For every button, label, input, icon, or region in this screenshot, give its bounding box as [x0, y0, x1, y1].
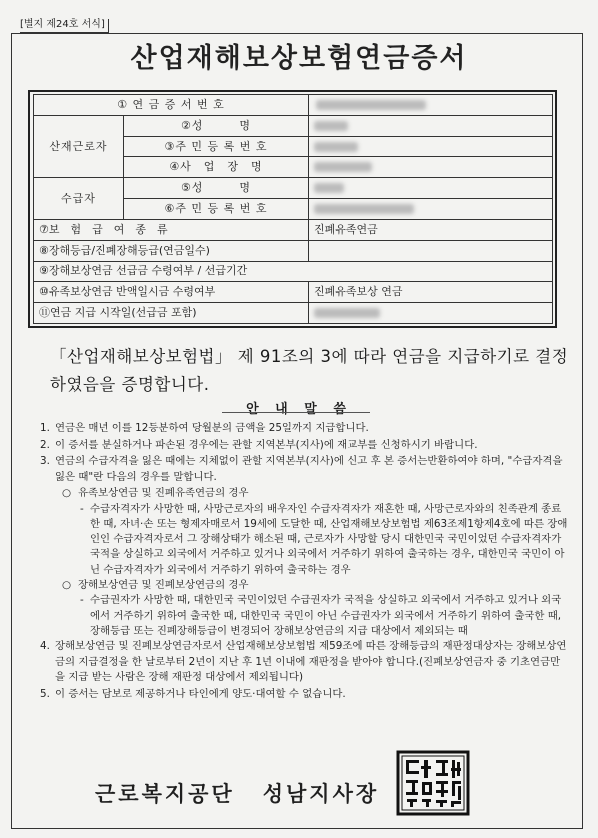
- guide-title-underline: [222, 412, 370, 413]
- table-row: [34, 219, 553, 240]
- form-number-tag: [별지 제24호 서식]: [20, 19, 109, 33]
- pension-number-label: ① 연 금 증 서 번 호: [34, 95, 309, 116]
- info-table: [33, 94, 553, 324]
- guide-title: 안 내 말 씀: [246, 402, 352, 417]
- start-date-label: ⑪연금 지급 시작일(선급금 포함): [34, 303, 309, 324]
- benefit-type-value: 진폐유족연금: [309, 219, 553, 240]
- note-5: 5. 이 증서는 담보로 제공하거나 타인에게 양도·대여할 수 없습니다.: [40, 687, 346, 700]
- worker-name-value: [309, 115, 553, 136]
- note-3: 3. 연금의 수급자격을 잃은 때에는 지체없이 관할 지역본부(지사)에 신고 후 본 증서는반환하여야 하며, "수급자격을 잃은 때"란 다음의 경우를 말합니다.: [40, 455, 563, 483]
- note-1: 1. 연금은 매년 이를 12등분하여 당월분의 금액을 25일까지 지급합니다.: [40, 422, 369, 434]
- worker-rrn-label: ③주 민 등 록 번 호: [124, 136, 309, 157]
- recipient-name-label: ⑤성 명: [124, 178, 309, 199]
- note-2: 2. 이 증서를 분실하거나 파손된 경우에는 관할 지역본부(지사)에 재교부를 신청하시기 바랍니다.: [40, 438, 478, 451]
- certification-statement: 「산업재해보상보험법」 제 91조의 3에 따라 연금을 지급하기로 결정하였음을 증명합니다.: [50, 347, 569, 394]
- guide-notes: [40, 421, 570, 703]
- benefit-type-label: ⑦보 험 급 여 종 류: [34, 219, 309, 240]
- table-row: [34, 303, 553, 324]
- disability-grade-value: [309, 240, 553, 261]
- table-row: [34, 282, 553, 303]
- certificate-title: 산업재해보상보험연금증서: [130, 43, 468, 74]
- note-3-sub-survivor-detail: - 수급자격자가 사망한 때, 사망근로자의 배우자인 수급자격자가 재혼한 때, 사망근로자와의 친족관계 종료한 때, 자녀·손 또는 형제자매로서 19세에 도달한 때, 산업재해보상보험법 제63조제1항제4호에 따른 장애인인 수급자격자로서 그 장해상태가 해소된 때, 근로자가 사망할 당시 대한민국 국민이었던 수급자격자가 국적을 상실하고 외국에서 거주하고 있거나 외국에서 거주하기 위하여 출국하는 경우, 대한민국 국민이 아닌 수급자격자가 외국에서 거주하기 위하여 출국하는 경우: [80, 502, 568, 576]
- recipient-group-label: 수급자: [34, 178, 124, 220]
- table-row: [34, 95, 553, 116]
- issuer: [95, 778, 379, 808]
- issuer-branch: 성남지사장: [262, 782, 380, 806]
- pension-number-value: [309, 95, 553, 116]
- table-row: [34, 178, 553, 199]
- worker-group-label: 산재근로자: [34, 115, 124, 177]
- official-seal: [396, 750, 470, 816]
- recipient-name-value: [309, 178, 553, 199]
- survivor-lump-sum-value: 진폐유족보상 연금: [309, 282, 553, 303]
- recipient-rrn-value: [309, 199, 553, 220]
- start-date-value: [309, 303, 553, 324]
- table-row: [34, 240, 553, 261]
- survivor-lump-sum-label: ⑩유족보상연금 반액일시금 수령여부: [34, 282, 309, 303]
- disability-grade-label: ⑧장해등급/진폐장해등급(연금일수): [34, 240, 309, 261]
- worker-name-label: ②성 명: [124, 115, 309, 136]
- note-4: 4. 장해보상연금 및 진폐보상연금자로서 산업재해보상보험법 제59조에 따른 장해등급의 재판정대상자는 장해보상연금의 지급결정을 한 날로부터 2년이 지난 후 1년 이내에 재판정을 받아야 합니다.(진폐보상연금자 중 기초연금만을 지급 받는 사람은 장해 재판정 대상에서 제외됩니다): [40, 640, 567, 684]
- worker-workplace-label: ④사 업 장 명: [124, 157, 309, 178]
- worker-rrn-value: [309, 136, 553, 157]
- table-row: [34, 261, 553, 282]
- note-3-sub-disability-detail: - 수급권자가 사망한 때, 대한민국 국민이었던 수급권자가 국적을 상실하고 외국에서 거주하고 있거나 외국에서 거주하기 위하여 출국한 때, 대한민국 국민이 아닌 수급권자가 외국에서 거주하기 위하여 출국한 때, 장해등급 또는 진폐장해등급이 변경되어 장해보상연금의 지급 대상에서 제외되는 때: [80, 594, 562, 638]
- note-3-sub-disability: ○ 장해보상연금 및 진폐보상연금의 경우: [62, 578, 249, 591]
- recipient-rrn-label: ⑥주 민 등 록 번 호: [124, 199, 309, 220]
- advance-payment-label: ⑨장해보상연금 선급금 수령여부 / 선급기간: [34, 261, 553, 282]
- table-row: [34, 115, 553, 136]
- issuer-org: 근로복지공단: [95, 782, 235, 806]
- note-3-sub-survivor: ○ 유족보상연금 및 진폐유족연금의 경우: [62, 487, 249, 499]
- worker-workplace-value: [309, 157, 553, 178]
